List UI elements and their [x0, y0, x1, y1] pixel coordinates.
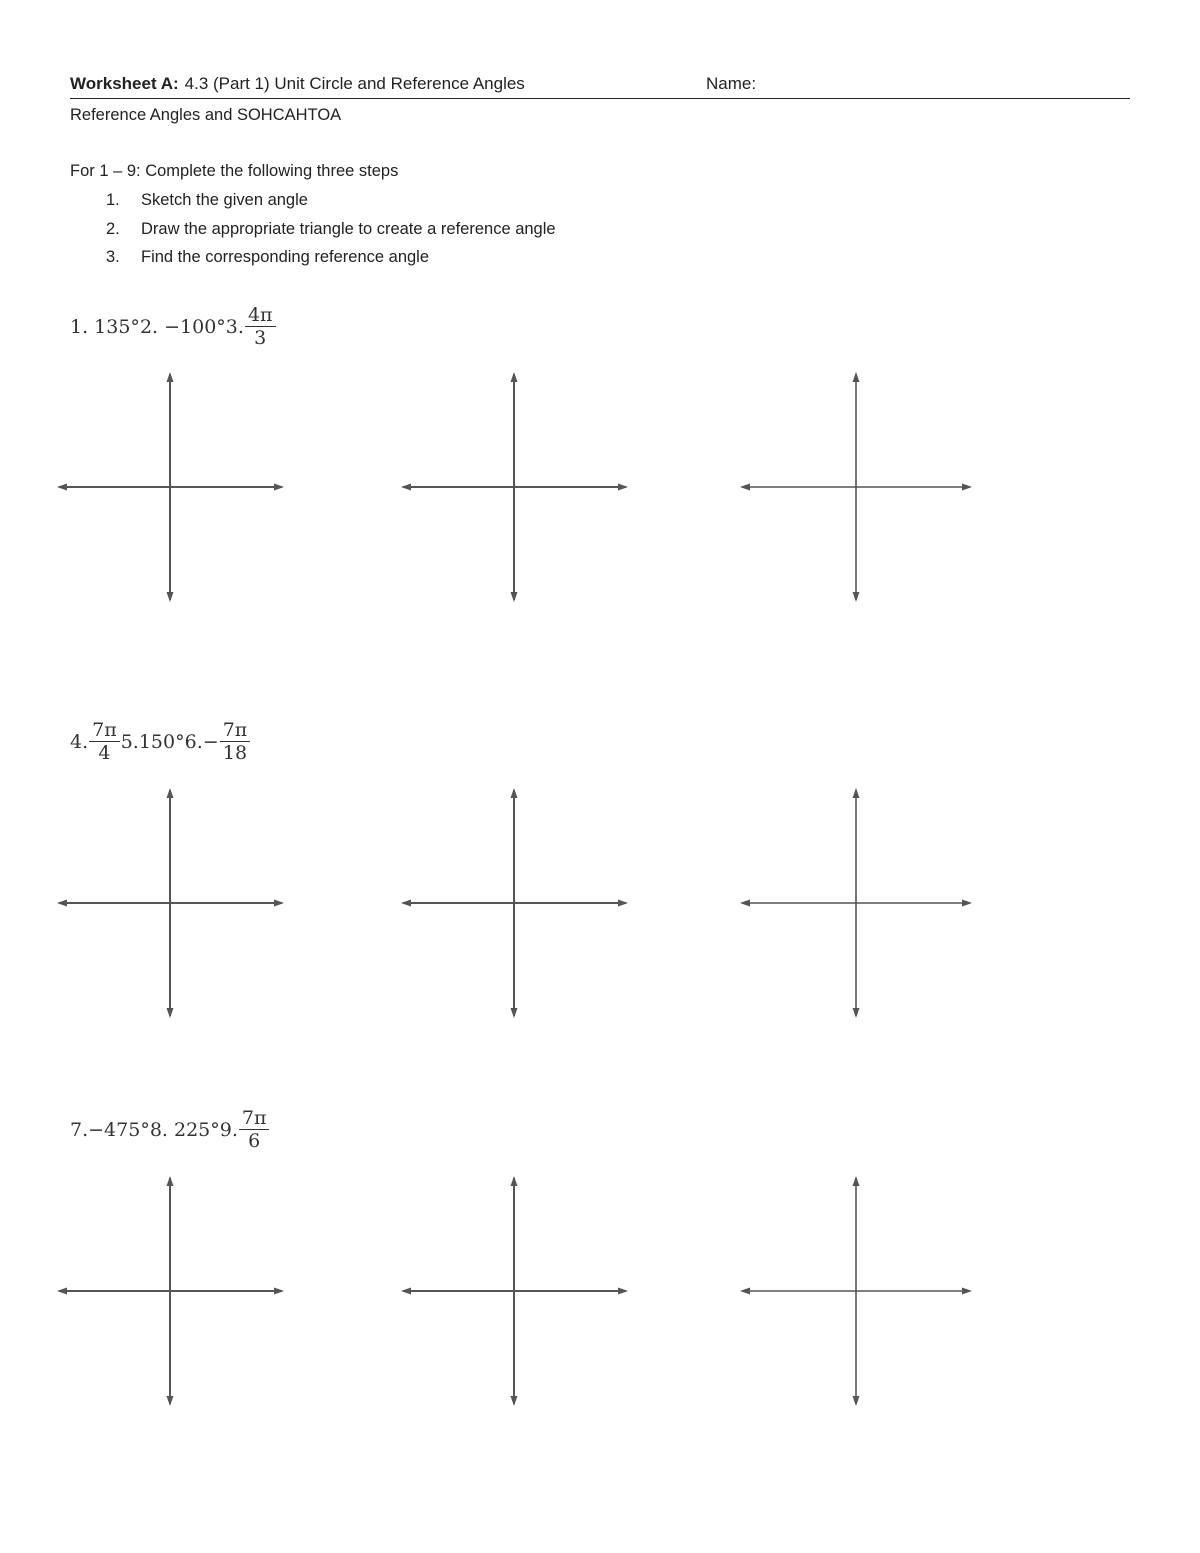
- step-item: 3. Find the corresponding reference angle: [106, 248, 430, 266]
- left-arrow-icon: [401, 900, 411, 907]
- problem-2: 2. −100°: [139, 316, 226, 338]
- right-arrow-icon: [618, 484, 628, 491]
- problem-3-label: 3.: [225, 316, 244, 338]
- up-arrow-icon: [167, 788, 174, 798]
- up-arrow-icon: [511, 788, 518, 798]
- problem-row-2: [70, 720, 251, 764]
- right-arrow-icon: [962, 900, 972, 907]
- right-arrow-icon: [962, 1288, 972, 1295]
- coordinate-axes-2: [395, 366, 634, 608]
- down-arrow-icon: [853, 1008, 860, 1018]
- left-arrow-icon: [401, 1288, 411, 1295]
- left-arrow-icon: [57, 1288, 67, 1295]
- worksheet-title-bold: Worksheet A:: [70, 74, 179, 93]
- left-arrow-icon: [740, 1288, 750, 1295]
- problem-1: 1. 135°: [70, 316, 140, 338]
- down-arrow-icon: [167, 1396, 174, 1406]
- instructions-text: For 1 – 9: Complete the following three steps: [70, 162, 399, 180]
- section-subtitle: Reference Angles and SOHCAHTOA: [70, 106, 342, 124]
- right-arrow-icon: [274, 484, 284, 491]
- problem-8: 8. 225°: [149, 1119, 220, 1141]
- right-arrow-icon: [962, 484, 972, 491]
- left-arrow-icon: [401, 484, 411, 491]
- down-arrow-icon: [511, 1008, 518, 1018]
- coordinate-axes-3: [734, 366, 978, 608]
- coordinate-axes-4: [51, 782, 290, 1024]
- down-arrow-icon: [853, 1396, 860, 1406]
- name-label: Name:: [706, 74, 757, 93]
- right-arrow-icon: [274, 900, 284, 907]
- header-rule: [70, 98, 1130, 99]
- problem-4-fraction: $\frac{7\pi}{4}$: [89, 720, 120, 764]
- coordinate-axes-8: [395, 1170, 634, 1412]
- steps-list: [106, 191, 556, 277]
- down-arrow-icon: [511, 1396, 518, 1406]
- coordinate-axes-9: [734, 1170, 978, 1412]
- up-arrow-icon: [511, 372, 518, 382]
- worksheet-title: [70, 74, 525, 94]
- left-arrow-icon: [57, 484, 67, 491]
- problem-row-1: [70, 305, 277, 349]
- problem-9-label: 9.: [219, 1119, 238, 1141]
- step-item: 1. Sketch the given angle: [106, 191, 308, 209]
- coordinate-axes-7: [51, 1170, 290, 1412]
- right-arrow-icon: [618, 1288, 628, 1295]
- problem-7: 7.−475°: [70, 1119, 150, 1141]
- right-arrow-icon: [274, 1288, 284, 1295]
- right-arrow-icon: [618, 900, 628, 907]
- up-arrow-icon: [511, 1176, 518, 1186]
- down-arrow-icon: [853, 592, 860, 602]
- up-arrow-icon: [167, 372, 174, 382]
- down-arrow-icon: [167, 592, 174, 602]
- coordinate-axes-1: [51, 366, 290, 608]
- problem-9-fraction: $\frac{7\pi}{6}$: [239, 1108, 270, 1152]
- problem-5: 5.150°: [120, 731, 185, 753]
- step-item: 2. Draw the appropriate triangle to create a reference angle: [106, 219, 556, 238]
- problem-6-fraction: $\frac{7\pi}{18}$: [220, 720, 251, 764]
- up-arrow-icon: [167, 1176, 174, 1186]
- down-arrow-icon: [167, 1008, 174, 1018]
- coordinate-axes-6: [734, 782, 978, 1024]
- problem-3-fraction: $\frac{4\pi}{3}$: [245, 305, 276, 349]
- left-arrow-icon: [57, 900, 67, 907]
- up-arrow-icon: [853, 788, 860, 798]
- worksheet-title-text: 4.3 (Part 1) Unit Circle and Reference Angles: [184, 74, 525, 93]
- down-arrow-icon: [511, 592, 518, 602]
- left-arrow-icon: [740, 900, 750, 907]
- up-arrow-icon: [853, 1176, 860, 1186]
- coordinate-axes-5: [395, 782, 634, 1024]
- problem-6-label: 6.−: [184, 731, 219, 753]
- problem-4-label: 4.: [70, 731, 89, 753]
- up-arrow-icon: [853, 372, 860, 382]
- problem-row-3: [70, 1108, 270, 1152]
- left-arrow-icon: [740, 484, 750, 491]
